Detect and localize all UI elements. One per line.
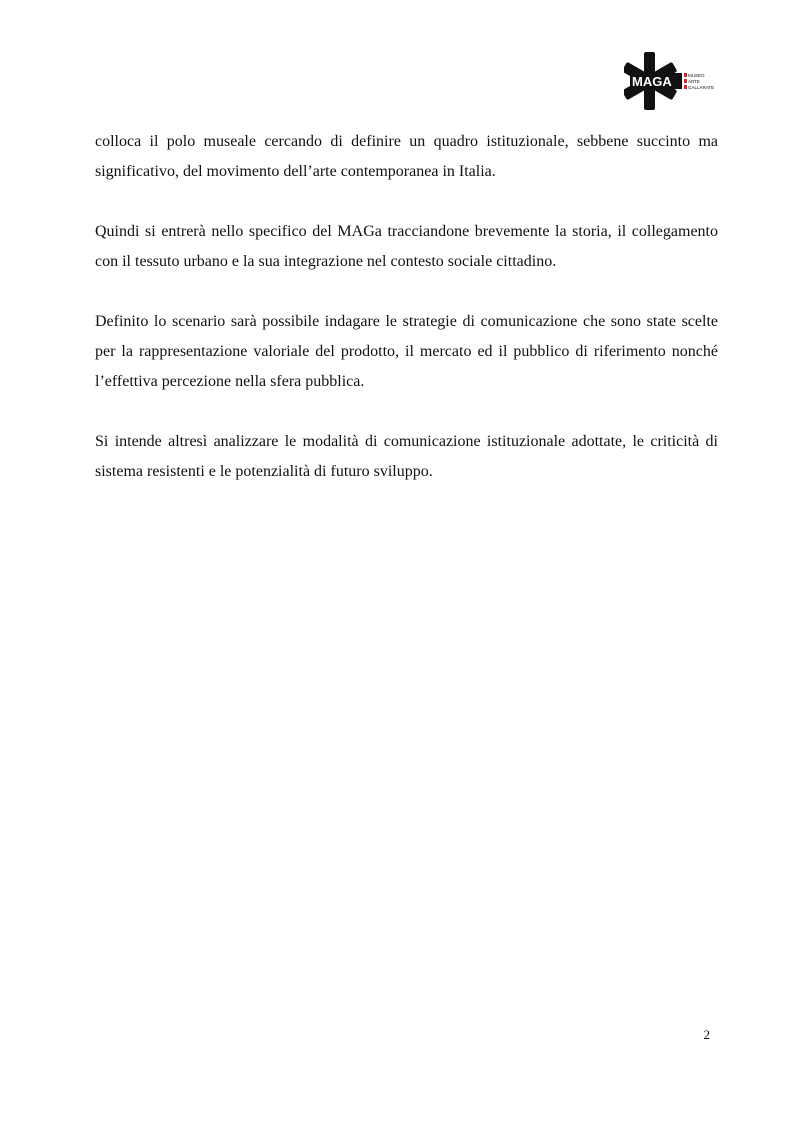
- maga-logo: [624, 50, 714, 112]
- page-number: 2: [703, 1027, 710, 1042]
- paragraph: colloca il polo museale cercando di definire un quadro istituzionale, sebbene succinto ma significativo, del movimento dell’arte contemporanea in Italia.: [95, 133, 718, 180]
- maga-logo-graphic: [624, 50, 714, 112]
- paragraph: Si intende altresì analizzare le modalità di comunicazione istituzionale adottate, le criticità di sistema resistenti e le potenzialità di futuro sviluppo.: [95, 433, 718, 480]
- logo-tagline-2: ARTE: [688, 79, 700, 84]
- logo-tagline-3: GALLARATE: [688, 85, 714, 90]
- paragraph: Quindi si entrerà nello specifico del MAGa tracciandone brevemente la storia, il collegamento con il tessuto urbano e la sua integrazione nel contesto sociale cittadino.: [95, 223, 718, 270]
- paragraph: Definito lo scenario sarà possibile indagare le strategie di comunicazione che sono state scelte per la rappresentazione valoriale del prodotto, il mercato ed il pubblico di riferimento nonché l’effettiva percezione nella sfera pubblica.: [95, 313, 718, 390]
- logo-tagline-1: MUSEO: [688, 73, 705, 78]
- logo-brand-text: MAGA: [632, 74, 672, 89]
- body-text: [95, 127, 718, 517]
